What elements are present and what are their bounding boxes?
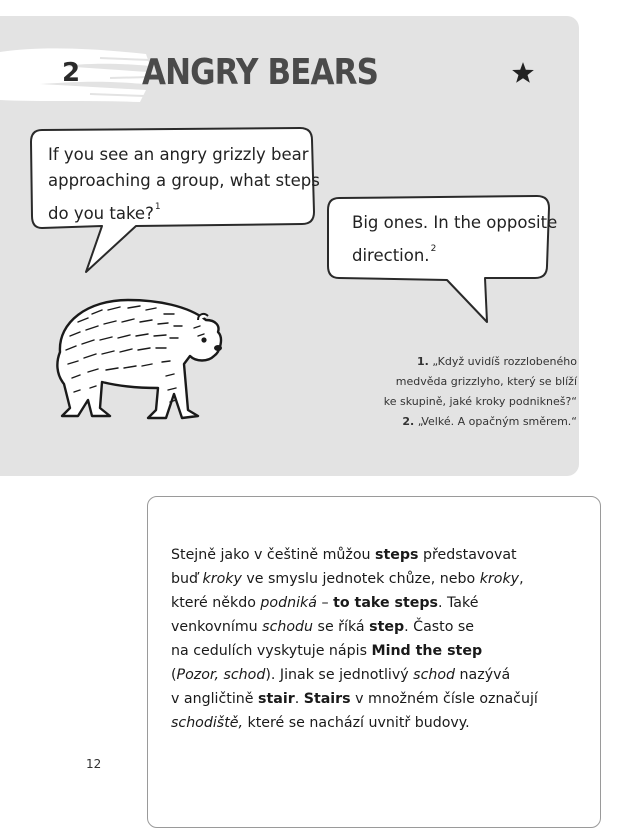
footnote-mark-2: 2 [430,244,437,254]
bubble-left-line-2: approaching a group, what steps [48,171,320,190]
footnotes [337,352,577,432]
info-line-6: (Pozor, schod). Jinak se jednotlivý schod nazývá [171,667,511,683]
info-line-7: v angličtině stair. Stairs v množném čísle označují [171,691,538,707]
info-text [171,543,581,735]
bubble-right-line-1: Big ones. In the opposite [352,213,558,232]
bear-illustration [48,292,228,427]
footnote-1-line-1: „Když uvidíš rozzlobeného [432,355,577,368]
footnote-2-text: „Velké. A opačným směrem.“ [417,415,577,428]
info-line-8: schodiště, které se nachází uvnitř budovy. [171,715,470,731]
bubble-left-line-3: do you take? [48,204,154,223]
bubble-right-text [352,210,557,269]
star-icon [510,60,536,86]
bubble-left-line-1: If you see an angry grizzly bear [48,145,309,164]
info-line-5: na cedulích vyskytuje nápis Mind the step [171,643,483,659]
footnote-2-number: 2. [402,415,415,428]
info-line-4: venkovnímu schodu se říká step. Často se [171,619,475,635]
bubble-right-line-2: direction. [352,246,430,265]
bubble-left-text [48,142,320,227]
footnote-1-number: 1. [417,355,429,368]
info-line-1: Stejně jako v češtině můžou steps představovat [171,547,517,563]
footnote-1-line-3: ke skupině, jaké kroky podnikneš?“ [383,395,577,408]
info-line-3: které někdo podniká – to take steps. Také [171,595,479,611]
footnote-mark-1: 1 [154,202,161,212]
chapter-title: ANGRY BEARS [142,52,379,93]
footnote-1-line-2: medvěda grizzlyho, který se blíží [395,375,577,388]
page-number: 12 [86,757,102,771]
info-line-2: buď kroky ve smyslu jednotek chůze, nebo kroky, [171,571,524,587]
chapter-number: 2 [61,58,81,88]
